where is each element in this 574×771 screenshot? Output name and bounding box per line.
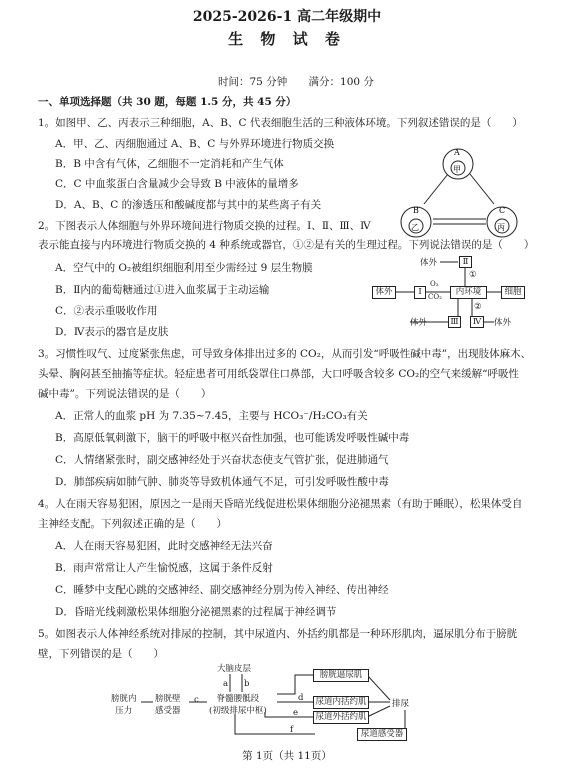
- q2-option-d: D．Ⅳ表示的器官是皮肤: [55, 326, 169, 338]
- q2-box-cell: 细胞: [501, 286, 525, 299]
- q5-urination-diagram: [105, 662, 430, 742]
- q2-mark-2: ②: [474, 302, 482, 312]
- q3-option-a: A．正常人的血浆 pH 为 7.35~7.45，主要与 HCO₃⁻/H₂CO₃有关: [55, 410, 368, 422]
- q4-option-a: A．人在雨天容易犯困，此时交感神经无法兴奋: [55, 540, 273, 552]
- q2-box-iv: Ⅳ: [470, 316, 484, 328]
- q2-outside-bottom-2: 体外: [494, 318, 512, 328]
- q5-spinal-line1: 脊髓腰骶段: [216, 694, 260, 704]
- q1-label-a: A: [454, 148, 460, 157]
- q5-label-f: f: [290, 725, 294, 735]
- q5-cortex: 大脑皮层: [217, 664, 252, 674]
- q1-label-yi: 乙: [411, 223, 419, 232]
- q2-box-iii: Ⅲ: [448, 316, 461, 328]
- q1-label-b: B: [413, 206, 419, 215]
- q2-option-a: A．空气中的 O₂被组织细胞利用至少需经过 9 层生物膜: [55, 262, 313, 274]
- q4-option-b: B．雨声常常让人产生愉悦感，这属于条件反射: [55, 562, 273, 574]
- page-footer: 第 1页（共 11页）: [242, 750, 332, 762]
- exam-title: 2025-2026-1 高二年级期中: [192, 9, 382, 25]
- q3-stem-2: 头晕、胸闷甚至抽搐等症状。轻症患者可用纸袋罩住口鼻部，大口呼吸含较多 CO₂的空气来缓解“呼吸性: [38, 368, 520, 380]
- q3-stem-3: 碱中毒”。下列说法错误的是（ ）: [38, 388, 212, 400]
- q2-outside-top: 体外: [420, 258, 438, 268]
- q4-stem-2: 主神经支配。下列叙述正确的是（ ）: [38, 518, 227, 530]
- q2-stem-2: 表示能直接与内环境进行物质交换的 4 种系统或器官，①②是有关的生理过程。下列说法错误的是（ ）: [38, 239, 535, 251]
- q5-label-d: d: [298, 693, 304, 703]
- exam-time: 时间：75 分钟: [218, 76, 288, 88]
- q1-label-c: C: [499, 206, 506, 215]
- q2-mark-1: ①: [469, 270, 477, 280]
- q2-stem-1: 2。下图表示人体细胞与外界环境间进行物质交换的过程。Ⅰ、Ⅱ、Ⅲ、Ⅳ: [38, 220, 371, 232]
- q5-pressure: [111, 692, 137, 716]
- q2-box-ii: Ⅱ: [459, 256, 472, 268]
- q1-option-b: B．B 中含有气体，乙细胞不一定消耗和产生气体: [55, 158, 284, 170]
- q5-inner-sphincter-box: 尿道内括约肌: [313, 696, 369, 709]
- q2-box-outside-left: 体外: [372, 286, 396, 299]
- exam-score: 满分：100 分: [308, 76, 374, 88]
- q1-option-c: C．C 中血浆蛋白含量减少会导致 B 中液体的量增多: [55, 178, 299, 190]
- q5-outer-sphincter-box: 尿道外括约肌: [313, 711, 369, 724]
- q5-stem-2: 壁，下列错误的是（ ）: [38, 648, 164, 660]
- q3-stem-1: 3。习惯性叹气、过度紧张焦虑，可导致身体排出过多的 CO₂，从而引发“呼吸性碱中毒”，出现肢体麻木、: [38, 348, 532, 360]
- q2-o2: O₂: [430, 280, 439, 288]
- q5-receptor: [155, 692, 181, 716]
- q1-label-jia: 甲: [453, 165, 461, 174]
- q1-arrows: [424, 174, 494, 224]
- q2-box-internal-env: 内环境: [450, 286, 487, 299]
- q4-option-d: D．昏暗光线刺激松果体细胞分泌褪黑素的过程属于神经调节: [55, 606, 337, 618]
- q1-cell-diagram: [388, 144, 528, 244]
- q5-label-c: c: [194, 695, 199, 705]
- section-heading: 一、单项选择题（共 30 题，每题 1.5 分，共 45 分）: [38, 96, 297, 108]
- q4-option-c: C．睡梦中支配心跳的交感神经、副交感神经分别为传入神经、传出神经: [55, 584, 389, 596]
- q3-option-d: D．肺部疾病如肺气肿、肺炎等导致机体通气不足，可引发呼吸性酸中毒: [55, 476, 389, 488]
- q1-stem: 1。如图甲、乙、丙表示三种细胞，A、B、C 代表细胞生活的三种液体环境。下列叙述错误的是（ ）: [38, 117, 523, 129]
- exam-meta: [218, 75, 392, 89]
- q1-option-d: D．A、B、C 的渗透压和酸碱度都与其中的某些离子有关: [55, 199, 322, 211]
- q5-stem-1: 5。如图表示人体神经系统对排尿的控制，其中尿道内、外括约肌都是一种环形肌肉，逼尿肌分布于膀胱: [38, 628, 518, 640]
- q5-label-b: b: [244, 679, 250, 689]
- q4-stem-1: 4。人在雨天容易犯困，原因之一是雨天昏暗光线促进松果体细胞分泌褪黑素（有助于睡眠），松果体受自: [38, 498, 523, 510]
- q3-option-b: B．高原低氧刺激下，脑干的呼吸中枢兴奋性加强，也可能诱发呼吸性碱中毒: [55, 432, 410, 444]
- q1-label-bing: 丙: [497, 223, 505, 232]
- q3-option-c: C．人情绪紧张时，副交感神经处于兴奋状态使支气管扩张，促进肺通气: [55, 454, 389, 466]
- q5-detrusor-box: 膀胱逼尿肌: [313, 669, 369, 682]
- exam-subtitle: 生 物 试 卷: [228, 30, 346, 48]
- q5-receptor-line1: 膀胱壁: [155, 694, 181, 704]
- q5-pressure-line2: 压力: [115, 706, 133, 716]
- q1-option-a: A．甲、乙、丙细胞通过 A、B、C 与外界环境进行物质交换: [55, 138, 335, 150]
- q5-spinal-cord: [209, 692, 267, 716]
- q2-option-c: C．②表示重吸收作用: [55, 305, 158, 317]
- q5-pressure-line1: 膀胱内: [111, 694, 137, 704]
- q5-urethral-receptor-box: 尿道感受器: [357, 728, 407, 741]
- q5-spinal-line2: (初级排尿中枢): [209, 706, 267, 716]
- q5-label-a: a: [223, 679, 229, 689]
- q2-option-b: B．Ⅱ内的葡萄糖通过①进入血浆属于主动运输: [55, 284, 270, 296]
- q5-label-e: e: [293, 708, 299, 718]
- q2-co2: CO₂: [428, 293, 442, 301]
- q2-outside-bottom-1: 体外: [410, 318, 428, 328]
- q2-system-diagram: [370, 252, 530, 332]
- q5-receptor-line2: 感受器: [155, 706, 181, 716]
- q2-box-i: Ⅰ: [414, 286, 426, 299]
- q5-urinate: 排尿: [392, 699, 410, 709]
